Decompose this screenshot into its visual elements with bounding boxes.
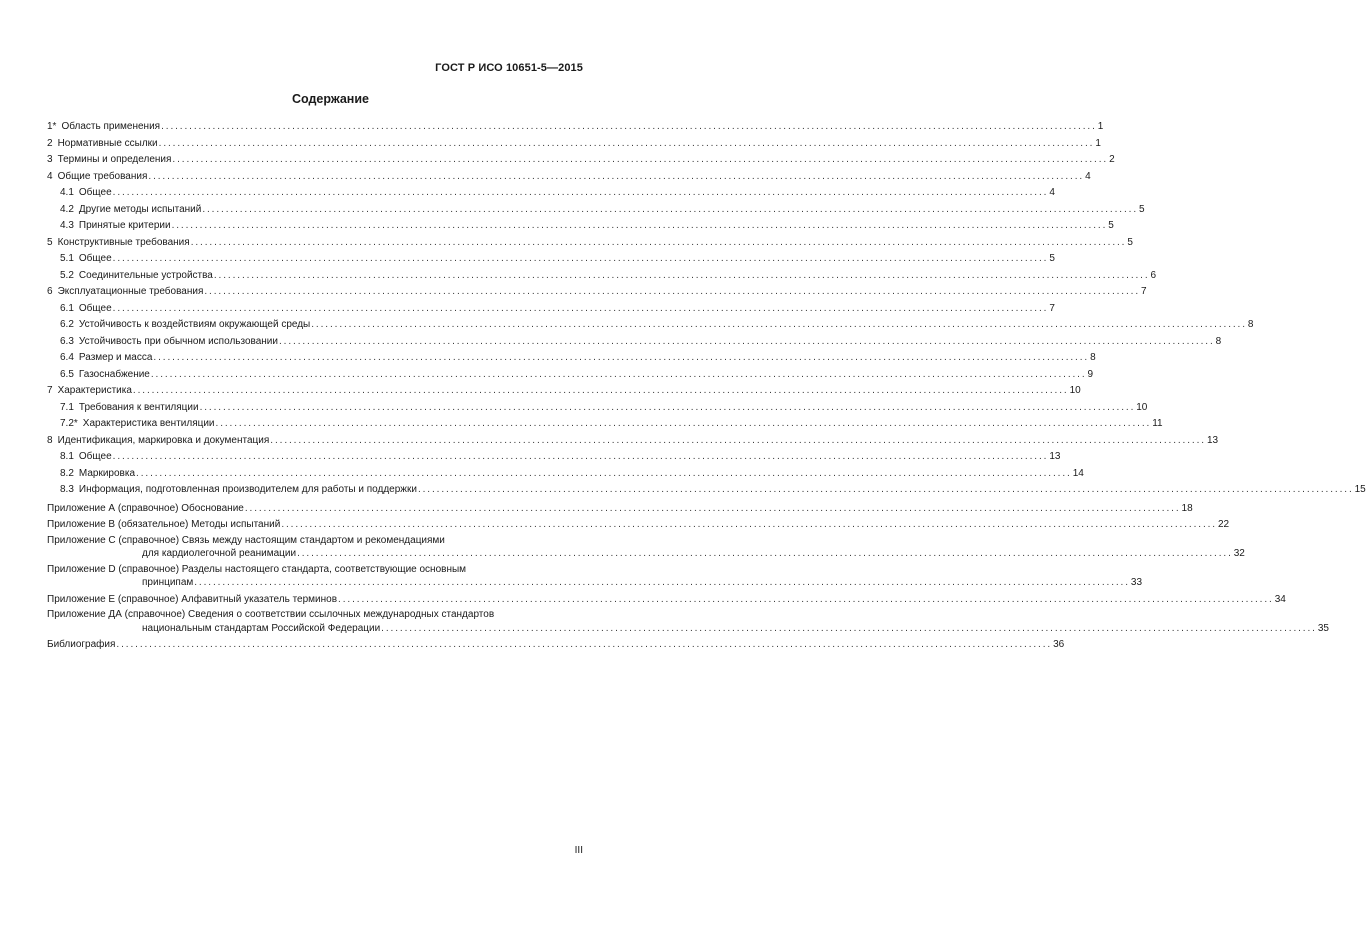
toc-page-number: 4 bbox=[1049, 187, 1055, 198]
toc-label: Общее bbox=[78, 253, 112, 264]
toc-leader-dots: ........................................................................................................................................................................................................ bbox=[278, 335, 1215, 347]
toc-label: Устойчивость к воздействиям окружающей среды bbox=[78, 319, 311, 330]
appendix-title: Приложение В (обязательное) Методы испытаний bbox=[47, 519, 281, 530]
toc-page-number: 18 bbox=[1181, 502, 1193, 514]
toc-label: Эксплуатационные требования bbox=[57, 286, 204, 297]
toc-number: 6.4 bbox=[60, 352, 74, 363]
toc-number: 4.2 bbox=[60, 203, 74, 215]
toc-page-number: 13 bbox=[1206, 434, 1219, 446]
toc-leader-dots: ........................................................................................................................................................................................................ bbox=[270, 434, 1206, 446]
toc-entry-bibliography[interactable] bbox=[47, 637, 1065, 654]
toc-entry[interactable] bbox=[47, 251, 1055, 268]
toc-leader-dots: ........................................................................................................................................................................................................ bbox=[116, 639, 1053, 650]
toc-page-number: 33 bbox=[1130, 577, 1143, 588]
toc-page-number: 15 bbox=[1354, 484, 1366, 495]
toc-label: Принятые критерии bbox=[78, 220, 171, 231]
toc-number: 6.1 bbox=[60, 302, 74, 314]
toc-page-number: 5 bbox=[1108, 220, 1114, 231]
toc-entry[interactable] bbox=[47, 169, 1091, 186]
toc-number: 1* bbox=[47, 121, 57, 132]
toc-page-number: 22 bbox=[1217, 519, 1230, 530]
toc-label: Общее bbox=[78, 451, 112, 462]
toc-number: 7.1 bbox=[60, 401, 74, 413]
toc-label: Термины и определения bbox=[57, 154, 172, 165]
toc-entry-appendix[interactable] bbox=[47, 518, 1230, 532]
toc-leader-dots: ........................................................................................................................................................................................................ bbox=[161, 121, 1097, 132]
toc-label: Маркировка bbox=[78, 467, 136, 479]
toc-leader-dots: ........................................................................................................................................................................................................ bbox=[112, 253, 1049, 264]
appendix-title-line1: Приложение С (справочное) Связь между настоящим стандартом и рекомендациями bbox=[47, 534, 445, 546]
toc-entry-appendix[interactable] bbox=[47, 534, 1245, 561]
toc-page-number: 5 bbox=[1127, 236, 1133, 248]
toc-entry-appendix[interactable] bbox=[47, 563, 1143, 590]
toc-page-number: 2 bbox=[1109, 154, 1115, 165]
toc-number: 5.1 bbox=[60, 253, 74, 264]
toc-entry-appendix[interactable] bbox=[47, 593, 1286, 607]
page-title: Содержание bbox=[291, 92, 369, 106]
toc-entry[interactable] bbox=[47, 449, 1061, 466]
toc-number: 6 bbox=[47, 286, 53, 297]
toc-label: Общее bbox=[78, 187, 112, 198]
toc-number: 2 bbox=[47, 137, 53, 149]
toc-entry[interactable] bbox=[47, 284, 1147, 301]
toc-label: Общее bbox=[78, 302, 112, 314]
toc-label: Требования к вентиляции bbox=[78, 401, 199, 413]
toc-leader-dots: ........................................................................................................................................................................................................ bbox=[190, 236, 1127, 248]
toc-leader-dots: ........................................................................................................................................................................................................ bbox=[199, 401, 1136, 413]
document-code: ГОСТ Р ИСО 10651-5—2015 bbox=[435, 62, 583, 74]
toc-leader-dots: ........................................................................................................................................................................................................ bbox=[158, 137, 1095, 149]
toc-leader-dots: ........................................................................................................................................................................................................ bbox=[132, 385, 1069, 396]
appendix-title-line2: принципам bbox=[142, 577, 194, 588]
toc-entry[interactable] bbox=[47, 350, 1096, 367]
toc-leader-dots: ........................................................................................................................................................................................................ bbox=[311, 319, 1247, 330]
toc-label: Библиография bbox=[47, 639, 116, 650]
toc-label: Область применения bbox=[61, 121, 161, 132]
toc-entry[interactable] bbox=[47, 119, 1104, 136]
toc-label: Устойчивость при обычном использовании bbox=[78, 335, 278, 347]
toc-page-number: 8 bbox=[1215, 335, 1222, 347]
toc-number: 4 bbox=[47, 170, 53, 182]
toc-leader-dots: ........................................................................................................................................................................................................ bbox=[136, 467, 1072, 479]
toc-page-number: 5 bbox=[1139, 203, 1145, 215]
toc-entry[interactable] bbox=[47, 152, 1115, 169]
toc-entry[interactable] bbox=[47, 334, 1222, 351]
toc-leader-dots: ........................................................................................................................................................................................................ bbox=[194, 577, 1130, 588]
toc-page-number: 10 bbox=[1069, 385, 1081, 396]
toc-number: 7 bbox=[47, 385, 53, 396]
toc-number: 8.2 bbox=[60, 467, 74, 479]
toc-number: 6.2 bbox=[60, 319, 74, 330]
toc-leader-dots: ........................................................................................................................................................................................................ bbox=[381, 622, 1317, 634]
toc-leader-dots: ........................................................................................................................................................................................................ bbox=[297, 548, 1233, 559]
toc-label: Характеристика вентиляции bbox=[82, 418, 215, 429]
toc-leader-dots: ........................................................................................................................................................................................................ bbox=[202, 203, 1138, 215]
toc-label: Общие требования bbox=[57, 170, 148, 182]
toc-page-number: 10 bbox=[1136, 401, 1148, 413]
toc-leader-dots: ........................................................................................................................................................................................................ bbox=[112, 302, 1049, 314]
toc-number: 4.3 bbox=[60, 220, 74, 231]
toc-leader-dots: ........................................................................................................................................................................................................ bbox=[150, 368, 1087, 380]
toc-entry[interactable] bbox=[47, 235, 1133, 252]
toc-number: 3 bbox=[47, 154, 53, 165]
toc-label: Другие методы испытаний bbox=[78, 203, 202, 215]
toc-leader-dots: ........................................................................................................................................................................................................ bbox=[215, 418, 1152, 429]
toc-leader-dots: ........................................................................................................................................................................................................ bbox=[417, 484, 1354, 495]
page-number-roman: III bbox=[574, 845, 583, 856]
toc-number: 8.3 bbox=[60, 484, 74, 495]
toc-leader-dots: ........................................................................................................................................................................................................ bbox=[171, 220, 1108, 231]
toc-label: Размер и масса bbox=[78, 352, 153, 363]
toc-leader-dots: ........................................................................................................................................................................................................ bbox=[244, 502, 1181, 514]
toc-entry[interactable] bbox=[47, 482, 1366, 499]
toc-page-number: 1 bbox=[1097, 121, 1104, 132]
toc-page-number: 11 bbox=[1152, 418, 1163, 429]
toc-page-number: 32 bbox=[1233, 548, 1245, 559]
toc-entry[interactable] bbox=[47, 433, 1219, 450]
appendix-title: Приложение Е (справочное) Алфавитный указатель терминов bbox=[47, 593, 338, 605]
toc-leader-dots: ........................................................................................................................................................................................................ bbox=[338, 593, 1274, 605]
toc-label: Нормативные ссылки bbox=[57, 137, 158, 149]
toc-label: Характеристика bbox=[57, 385, 132, 396]
toc-page-number: 8 bbox=[1090, 352, 1096, 363]
toc-entry[interactable] bbox=[47, 202, 1145, 219]
table-of-contents bbox=[47, 119, 1366, 654]
toc-number: 6.3 bbox=[60, 335, 74, 347]
toc-leader-dots: ........................................................................................................................................................................................................ bbox=[281, 519, 1217, 530]
toc-number: 5.2 bbox=[60, 269, 74, 281]
toc-entry[interactable] bbox=[47, 367, 1094, 384]
toc-number: 5 bbox=[47, 236, 53, 248]
toc-label: Газоснабжение bbox=[78, 368, 150, 380]
toc-entry-appendix[interactable] bbox=[47, 608, 1329, 635]
appendix-title-line2: национальным стандартам Российской Федерации bbox=[142, 622, 381, 634]
toc-entry[interactable] bbox=[47, 185, 1055, 202]
toc-page-number: 13 bbox=[1049, 451, 1061, 462]
toc-leader-dots: ........................................................................................................................................................................................................ bbox=[112, 187, 1049, 198]
toc-page-number: 7 bbox=[1049, 302, 1055, 314]
toc-leader-dots: ........................................................................................................................................................................................................ bbox=[204, 286, 1141, 297]
toc-label: Информация, подготовленная производителем для работы и поддержки bbox=[78, 484, 417, 495]
toc-label: Конструктивные требования bbox=[57, 236, 190, 248]
toc-number: 6.5 bbox=[60, 368, 74, 380]
appendix-title-line2: для кардиолегочной реанимации bbox=[142, 548, 297, 559]
toc-entry[interactable] bbox=[47, 383, 1081, 400]
toc-label: Идентификация, маркировка и документация bbox=[57, 434, 270, 446]
toc-entry[interactable] bbox=[47, 317, 1254, 334]
toc-page-number: 8 bbox=[1247, 319, 1254, 330]
toc-entry[interactable] bbox=[47, 136, 1101, 153]
toc-entry-appendix[interactable] bbox=[47, 502, 1193, 516]
appendix-title-line1: Приложение D (справочное) Разделы настоящего стандарта, соответствующие основным bbox=[47, 563, 467, 575]
toc-leader-dots: ........................................................................................................................................................................................................ bbox=[112, 451, 1049, 462]
toc-page-number: 36 bbox=[1053, 639, 1065, 650]
toc-leader-dots: ........................................................................................................................................................................................................ bbox=[148, 170, 1085, 182]
toc-entry[interactable] bbox=[47, 400, 1148, 417]
toc-page-number: 34 bbox=[1274, 593, 1286, 605]
toc-page-number: 6 bbox=[1150, 269, 1157, 281]
toc-number: 7.2* bbox=[60, 418, 78, 429]
toc-leader-dots: ........................................................................................................................................................................................................ bbox=[153, 352, 1090, 363]
toc-page-number: 4 bbox=[1085, 170, 1091, 182]
toc-page-number: 1 bbox=[1095, 137, 1101, 149]
toc-entry[interactable] bbox=[47, 416, 1163, 433]
toc-number: 8 bbox=[47, 434, 53, 446]
toc-number: 4.1 bbox=[60, 187, 74, 198]
toc-page-number: 14 bbox=[1072, 467, 1084, 479]
toc-leader-dots: ........................................................................................................................................................................................................ bbox=[172, 154, 1109, 165]
toc-entry[interactable] bbox=[47, 301, 1055, 318]
toc-page-number: 7 bbox=[1141, 286, 1147, 297]
toc-entry[interactable] bbox=[47, 466, 1084, 483]
toc-number: 8.1 bbox=[60, 451, 74, 462]
appendix-title: Приложение А (справочное) Обоснование bbox=[47, 502, 244, 514]
appendix-title-line1: Приложение ДА (справочное) Сведения о соответствии ссылочных международных стандартов bbox=[47, 609, 495, 620]
toc-entry[interactable] bbox=[47, 268, 1157, 285]
toc-page-number: 5 bbox=[1049, 253, 1055, 264]
toc-leader-dots: ........................................................................................................................................................................................................ bbox=[213, 269, 1150, 281]
toc-label: Соединительные устройства bbox=[78, 269, 213, 281]
toc-page-number: 9 bbox=[1087, 368, 1094, 380]
toc-page-number: 35 bbox=[1317, 622, 1329, 634]
toc-entry[interactable] bbox=[47, 218, 1114, 235]
